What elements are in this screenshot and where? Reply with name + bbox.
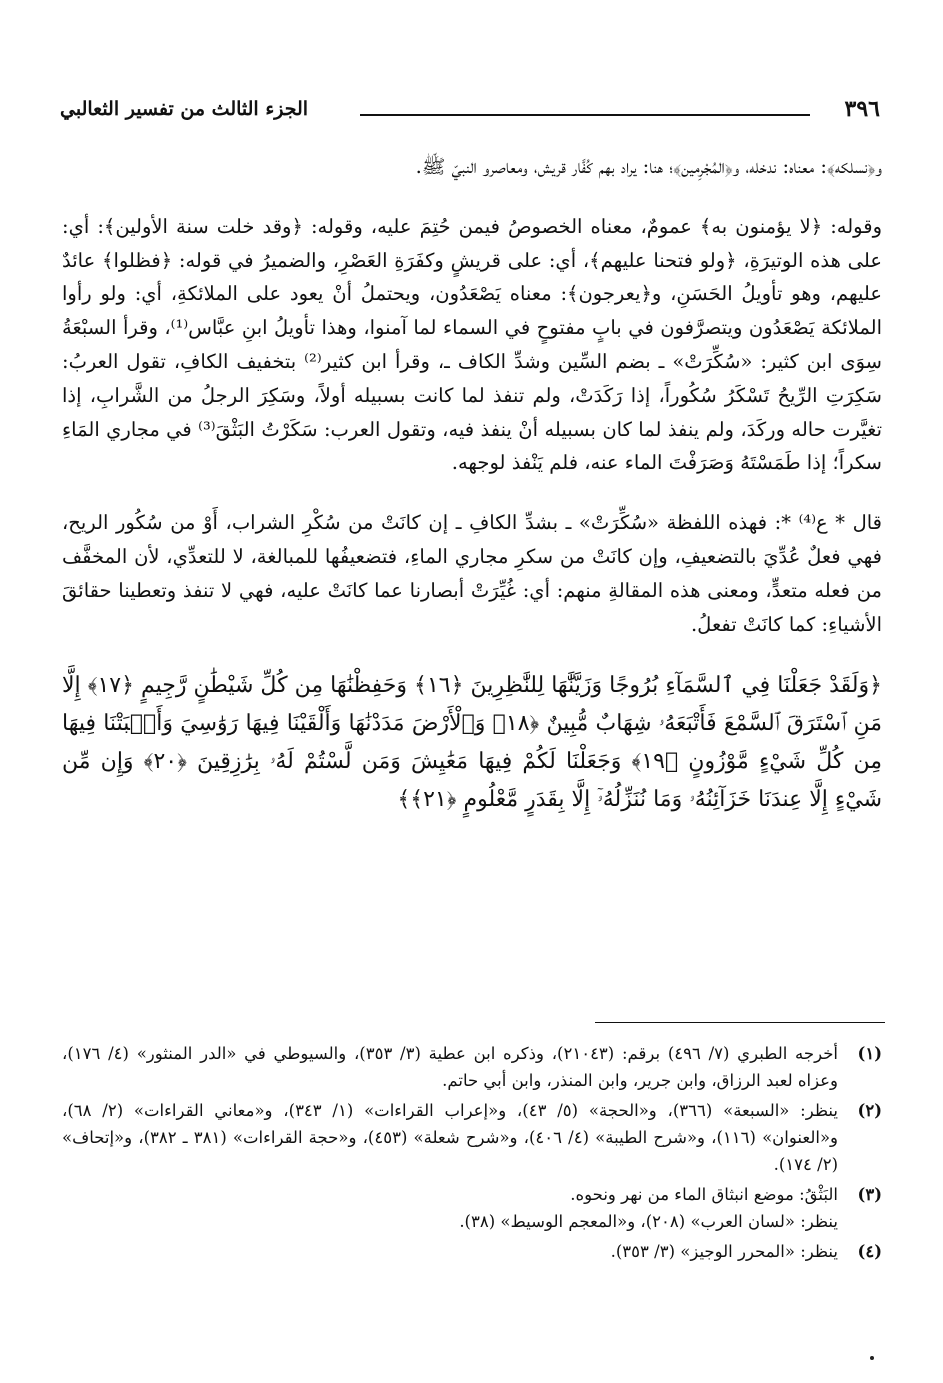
main-text — [62, 150, 882, 819]
page-header — [60, 96, 880, 136]
footnote-text — [62, 1238, 838, 1265]
footnote — [62, 1097, 882, 1178]
running-title: الجزء الثالث من تفسير الثعالبي — [60, 98, 309, 120]
scan-speck — [870, 1356, 874, 1360]
paragraph-2: وقوله: ﴿لا يؤمنون به﴾ عمومٌ، معناه الخصوصُ فيمن حُتِمَ عليه، وقوله: ﴿وقد خلت سنة الأولين﴾: أي: على هذه الوتيرَةِ، ﴿ولو فتحنا عليهم﴾، أي: على قريشٍ وكفَرَةِ العَصْرِ، والضميرُ في قوله: ﴿فظلوا﴾ عائدٌ عليهم، وهو تأويلُ الحَسَنِ، و﴿يعرجون﴾: معناه يَصْعَدُون، ويحتملُ أنْ يعود على الملائكةِ، أي: ولو رأوا الملائكة يَصْعَدُون ويتصرَّفون في بابٍ مفتوحٍ في السماء لما آمنوا، وهذا تأويلُ ابنِ عبَّاس⁽¹⁾، وقرأ السبْعَةُ سِوَى ابن كثير: «سُكِّرَتْ» ـ بضم السِّين وشدِّ الكاف ـ، وقرأ ابن كثير⁽²⁾ بتخفيف الكافِ، تقول العربُ: سَكِرَتِ الرِّيحُ تَسْكَرُ سُكُوراً، إذا رَكَدَتْ، ولم تنفذ لما كانت بسبيله أولاً، وسَكِرَ الرجلُ من الشَّرابِ، إذا تغيَّرت حاله وركَدَ، ولم ينفذ لما كان بسبيله أنْ ينفذ فيه، وتقول العرب: سَكَرْتُ البَثْقَ⁽³⁾ في مجاري المَاءِ سكراً؛ إذا طَمَسْتَهُ وَصَرَفْتَ الماء عنه، فلم يَنْفذ لوجهه. — [62, 214, 883, 475]
footnotes — [62, 1040, 882, 1268]
footnote-number: (١) — [857, 1044, 882, 1063]
footnote-line: ينظر: «المحرر الوجيز» (٣/ ٣٥٣). — [610, 1242, 838, 1261]
footnote — [62, 1040, 882, 1094]
footnote-rule — [595, 1022, 885, 1023]
footnote-line: البَثْقُ: موضع انبثاق الماء من نهر ونحوه. — [570, 1185, 838, 1204]
footnote-text — [62, 1181, 838, 1235]
footnote-number: (٢) — [857, 1101, 882, 1120]
footnote-number: (٣) — [857, 1185, 882, 1204]
footnote-number: (٤) — [857, 1242, 882, 1261]
footnote — [62, 1181, 882, 1235]
footnote-text — [62, 1040, 838, 1094]
footnote-text — [62, 1097, 838, 1178]
page-number: ٣٩٦ — [844, 96, 880, 122]
footnote-line: ينظر: «لسان العرب» (٢٠٨)، و«المعجم الوسيط» (٣٨). — [459, 1212, 838, 1231]
paragraph-3: قال * ع⁽⁴⁾ *: فهذه اللفظة «سُكِّرَتْ» ـ بشدِّ الكافِ ـ إن كانَتْ من سُكْرِ الشراب، أَوْ من سُكُور الريح، فهي فعلٌ عُدِّيَ بالتضعيفِ، وإن كانَتْ من سكرِ مجاري الماءِ، فتضعيفُها للمبالغة، لا للتعدِّي، لأن المخفَّف من فعله متعدٍّ، ومعنى هذه المقالةِ منهم: أي: غُيِّرَتْ أبصارنا عما كانَتْ عليه، فهي لا تنفذ وتعطينا حقائقَ الأشياءِ: كما كانَتْ تفعلُ. — [62, 511, 882, 636]
footnote — [62, 1238, 882, 1265]
quran-verses: ﴿وَلَقَدْ جَعَلْنَا فِي ٱلسَّمَآءِ بُرُوجًا وَزَيَّنَّٰهَا لِلنَّٰظِرِينَ ﴿١٦﴾ وَحَفِظْنَٰهَا مِن كُلِّ شَيْطَٰنٍ رَّجِيمٍ ﴿١٧﴾ إِلَّا مَنِ ٱسْتَرَقَ ٱلسَّمْعَ فَأَتْبَعَهُۥ شِهَابٌ مُّبِينٌ ﴿١٨﴾ وَٱلْأَرْضَ مَدَدْنَٰهَا وَأَلْقَيْنَا فِيهَا رَوَٰسِيَ وَأَنۢبَتْنَا فِيهَا مِن كُلِّ شَيْءٍ مَّوْزُونٍ ﴿١٩﴾ وَجَعَلْنَا لَكُمْ فِيهَا مَعَٰيِشَ وَمَن لَّسْتُمْ لَهُۥ بِرَٰزِقِينَ ﴿٢٠﴾ وَإِن مِّن شَيْءٍ إِلَّا عِندَنَا خَزَآئِنُهُۥ وَمَا نُنَزِّلُهُۥٓ إِلَّا بِقَدَرٍ مَّعْلُومٍ ﴿٢١﴾﴾ — [62, 673, 883, 813]
footnote-line: ينظر: «السبعة» (٣٦٦)، و«الحجة» (٥/ ٤٣)، و«إعراب القراءات» (١/ ٣٤٣)، و«معاني القراءات» (٢/ ٦٨)، و«العنوان» (١١٦)، و«شرح الطيبة» (٤/ ٤٠٦)، و«شرح شعلة» (٤٥٣)، و«حجة القراءات» (٣٨١ ـ ٣٨٢)، و«إتحاف» (٢/ ١٧٤). — [62, 1101, 839, 1174]
paragraph-gap — [62, 480, 882, 506]
paragraph-1: و﴿نسلكه﴾: معناه: ندخله، و﴿المُجْرِمين﴾؛ هنا: يراد بهم كُفَّار قريش، ومعاصرو النبيّ ﷺ. — [415, 155, 882, 178]
paragraph-gap — [62, 184, 882, 210]
footnote-line: أخرجه الطبري (٧/ ٤٩٦) برقم: (٢١٠٤٣)، وذكره ابن عطية (٣/ ٣٥٣)، والسيوطي في «الدر المنثور» (٤/ ١٧٦)، وعزاه لعبد الرزاق، وابن جرير، وابن المنذر، وابن أبي حاتم. — [62, 1044, 838, 1090]
header-rule — [360, 114, 810, 116]
